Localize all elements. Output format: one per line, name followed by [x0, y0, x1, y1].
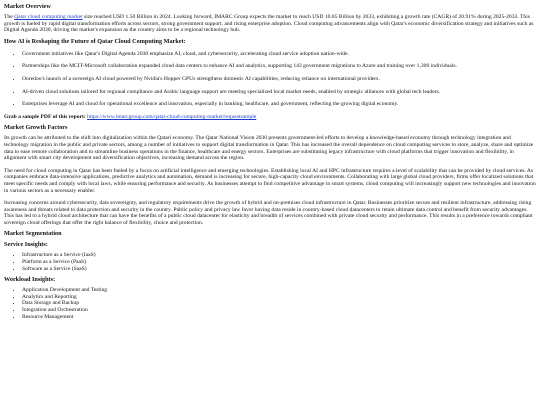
workload-list	[4, 287, 536, 320]
list-item: • Integration and Orchestration	[22, 307, 536, 314]
sample-request-line	[4, 114, 536, 121]
sample-label: Grab a sample PDF of this report:	[4, 113, 86, 120]
qatar-cloud-market-link[interactable]: Qatar cloud computing market	[14, 14, 83, 20]
growth-paragraph-3: Increasing concerns around cybersecurity, data sovereignty, and regulatory requirements drive the growth of hybrid and on-premises cloud infrastructure in Qatar. Businesses prioritize secure and resilient infrastructure, addressing rising awareness and threats related to data protection and security in the country. Public policy and privacy law favor having data reside in country-based cloud datacenters to retain ultimate data control and benefit from security advantages. This has led to a hybrid cloud architecture that can have the benefits of a public cloud datacenter for elasticity and breadth of services combined with private cloud security and performance. This results in a preference towards compliant sovereign cloud offerings that offer the right balance of flexibility, choice and protection.	[4, 200, 533, 226]
list-item: • Platform as a Service (PaaS)	[22, 259, 536, 266]
list-item: • Ooredoo's launch of a sovereign AI cloud powered by Nvidia's Hopper GPUs strengthens domestic AI capabilities, reducing reliance on international providers.	[22, 76, 536, 83]
list-item: • Resource Management	[22, 314, 536, 321]
workload-insights-heading: Workload Insights:	[4, 276, 56, 284]
ai-section-heading: How AI is Reshaping the Future of Qatar Cloud Computing Market:	[4, 37, 186, 45]
growth-paragraph-2: The need for cloud computing in Qatar has been fueled by a focus on artificial intelligence and emerging technologies. Establishing local AI and HPC infrastructure requires a level of scalability that can be provided by cloud services. As companies embrace data-intensive applications, predictive analytics and automation, demand is increasing for secure, high-capacity cloud environments. Collaborating with large global cloud providers, firms offer localized solutions that meet specific needs and comply with local laws, while ensuring performance and security. As businesses attempt to find competitive advantage in smart systems, cloud computing will increasingly support new technologies and innovation in various sectors as a necessary enabler.	[4, 167, 536, 194]
list-item: • AI-driven cloud solutions tailored for regional compliance and Arabic language support are meeting specialized local market needs, enabled by strategic alliances with global tech leaders.	[22, 89, 536, 96]
market-overview-paragraph	[4, 14, 536, 34]
list-item: • Infrastructure as a Service (IaaS)	[22, 252, 536, 259]
growth-paragraph-1: Its growth can be attributed to the shift into digitalization within the Qatari economy. The Qatar National Vision 2030 presents government-led efforts to develop a knowledge-based economy through technology integration and technology migration in the public and private sectors, among a number of initiatives to support digital transformation in Qatar. This has increased the overall dependence on cloud computing services to store, analyze, share and optimize data to ease remote collaboration and to streamline business operations in the finance, healthcare and energy sectors. Enterprises are substituting legacy infrastructure with cloud platforms that trigger innovation and flexibility, in alignment with smart city development and diversification objectives, increasing demand across the region.	[4, 135, 534, 162]
list-item: • Software as a Service (SaaS)	[22, 266, 536, 273]
ai-bullet-list	[4, 51, 536, 108]
list-item: • Government initiatives like Qatar's Digital Agenda 2030 emphasize AI, cloud, and cybersecurity, accelerating cloud service adoption nation-wide.	[22, 51, 536, 58]
list-item: • Analytics and Reporting	[22, 294, 536, 301]
overview-body: size reached USD 1.50 Billion in 2024. Looking forward, IMARC Group expects the market to reach USD 10.05 Billion by 2033, exhibiting a growth rate (CAGR) of 20.91% during 2025-2033. This growth is fueled by rapid digital transformation efforts across sectors, strong government support, and rising enterprise adoption. Cloud computing advancements align with Qatar's economic diversification strategy and initiatives such as Digital Agenda 2030, driving the market's expansion as the country aims to be a regional technology hub.	[4, 14, 534, 34]
list-item: • Enterprises leverage AI and cloud for operational excellence and innovation, especially in banking, healthcare, and government, reflecting the growing digital economy.	[22, 101, 536, 108]
growth-factors-heading: Market Growth Factors	[4, 124, 68, 132]
market-overview-heading: Market Overview	[4, 3, 51, 10]
list-item: • Data Storage and Backup	[22, 300, 536, 307]
list-item: • Partnerships like the MCIT-Microsoft collaboration expanded cloud data centers to enhance AI and analytics, supporting 143 government migrations to Azure and training over 1,300 individuals.	[22, 63, 536, 70]
sample-request-link[interactable]: https://www.imarcgroup.com/qatar-cloud-computing-market/requestsample	[87, 113, 257, 120]
segmentation-heading: Market Segmentation	[4, 230, 62, 238]
service-list	[4, 252, 536, 272]
list-item: • Application Development and Testing	[22, 287, 536, 294]
service-insights-heading: Service Insights:	[4, 241, 48, 249]
overview-pre-link: The	[4, 14, 15, 20]
